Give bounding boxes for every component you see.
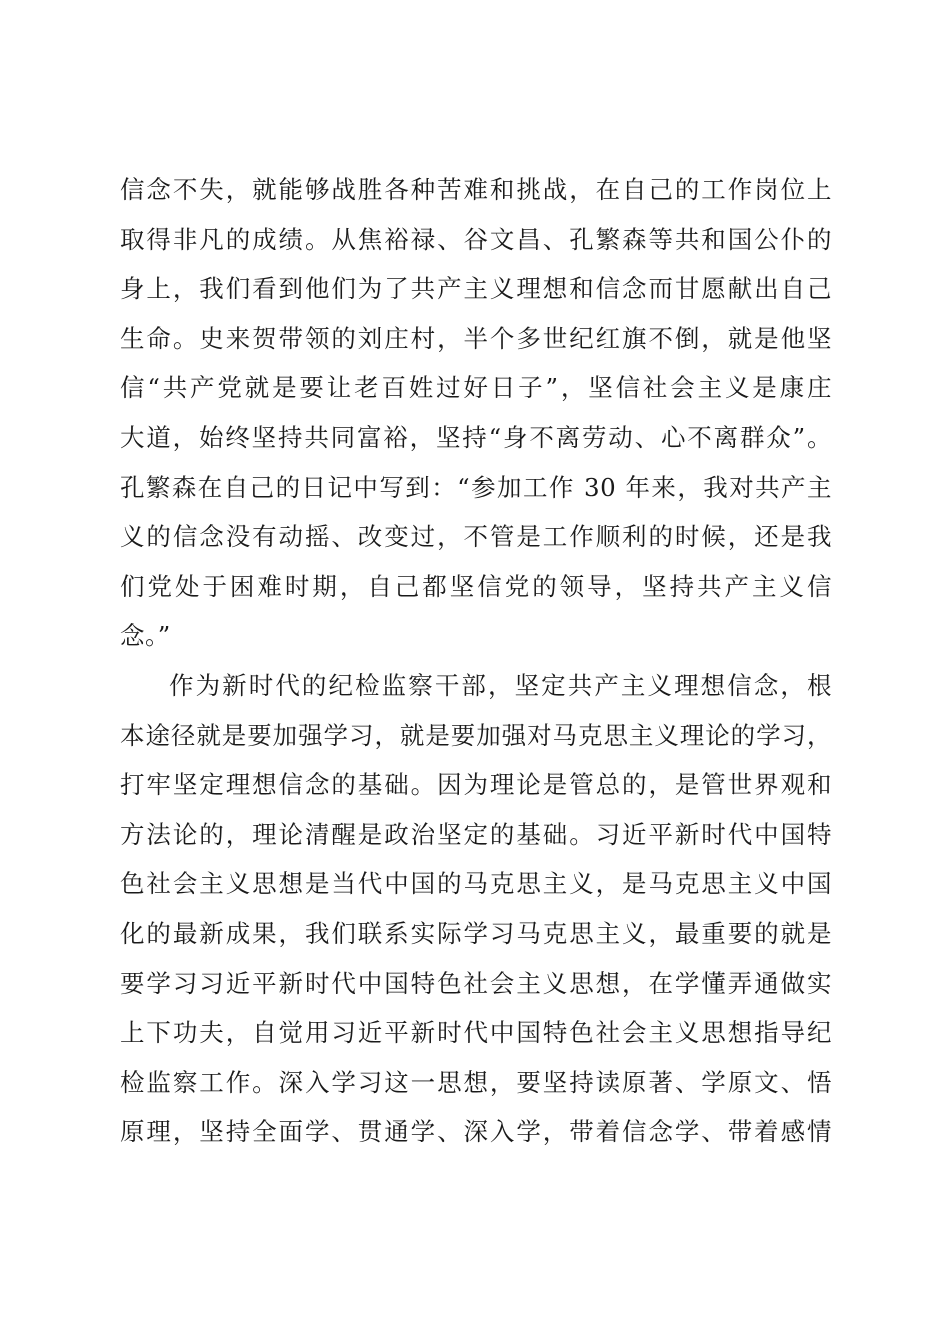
text-line: 色社会主义思想是当代中国的马克思主义，是马克思主义中国	[120, 869, 832, 899]
text-line: 方法论的，理论清醒是政治坚定的基础。习近平新时代中国特	[120, 819, 832, 849]
text-line: 身上，我们看到他们为了共产主义理想和信念而甘愿献出自己	[120, 274, 832, 304]
text-line: 本途径就是要加强学习，就是要加强对马克思主义理论的学习，	[120, 720, 832, 750]
paragraph-2	[120, 661, 832, 1157]
text-line: 信“共产党就是要让老百姓过好日子”，坚信社会主义是康庄	[120, 373, 832, 403]
text-line: 们党处于困难时期，自己都坚信党的领导，坚持共产主义信	[120, 571, 832, 601]
text-line: 取得非凡的成绩。从焦裕禄、谷文昌、孔繁森等共和国公仆的	[120, 224, 832, 254]
text-line: 化的最新成果，我们联系实际学习马克思主义，最重要的就是	[120, 918, 832, 948]
text-line: 上下功夫，自觉用习近平新时代中国特色社会主义思想指导纪	[120, 1018, 832, 1048]
text-line: 要学习习近平新时代中国特色社会主义思想，在学懂弄通做实	[120, 968, 832, 998]
paragraph-1	[120, 165, 832, 661]
text-line: 检监察工作。深入学习这一思想，要坚持读原著、学原文、悟	[120, 1067, 832, 1097]
text-line: 孔繁森在自己的日记中写到：“参加工作 30 年来，我对共产主	[120, 472, 832, 502]
text-line: 义的信念没有动摇、改变过，不管是工作顺利的时候，还是我	[120, 522, 832, 552]
text-line: 信念不失，就能够战胜各种苦难和挑战，在自己的工作岗位上	[120, 175, 832, 204]
text-line: 打牢坚定理想信念的基础。因为理论是管总的，是管世界观和	[120, 770, 832, 800]
text-line: 大道，始终坚持共同富裕，坚持“身不离劳动、心不离群众”。	[120, 422, 832, 452]
body-text	[120, 165, 832, 1157]
text-line: 生命。史来贺带领的刘庄村，半个多世纪红旗不倒，就是他坚	[120, 323, 832, 353]
text-line: 作为新时代的纪检监察干部，坚定共产主义理想信念，根	[169, 670, 832, 700]
text-line: 念。”	[120, 621, 171, 651]
text-line: 原理，坚持全面学、贯通学、深入学，带着信念学、带着感情	[120, 1117, 832, 1147]
